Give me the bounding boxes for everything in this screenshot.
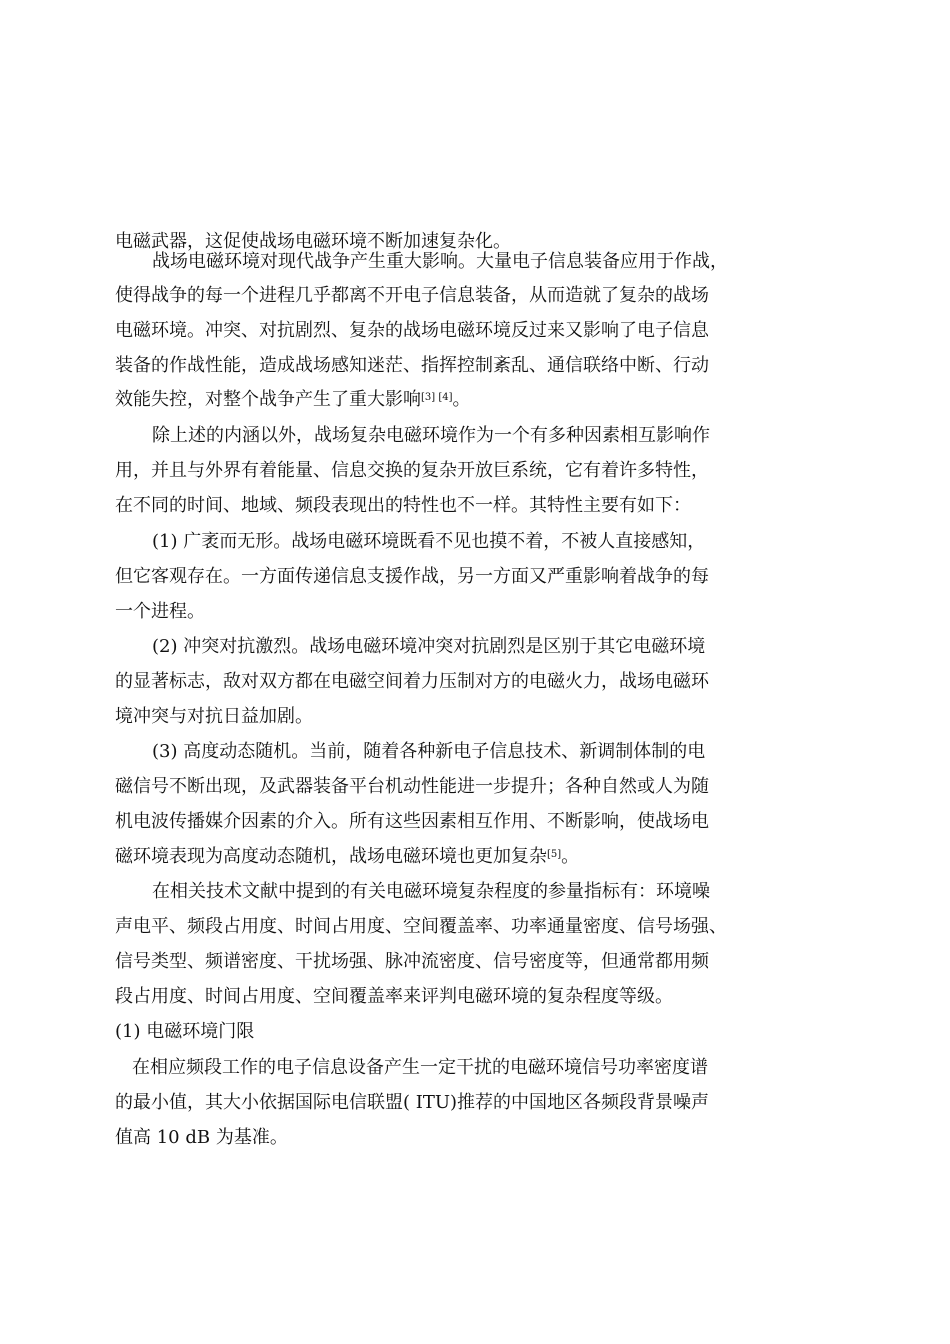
text-line <box>115 705 313 729</box>
text-line <box>152 250 728 274</box>
text-line <box>115 459 709 483</box>
text-span: (2) 冲突对抗激烈。战场电磁环境冲突对抗剧烈是区别于其它电磁环境 <box>152 636 706 657</box>
text-span: 效能失控，对整个战争产生了重大影响 <box>115 389 421 410</box>
text-line <box>152 530 705 554</box>
text-span: 声电平、频段占用度、时间占用度、空间覆盖率、功率通量密度、信号场强、 <box>115 916 727 937</box>
text-span: 战场电磁环境对现代战争产生重大影响。大量电子信息装备应用于作战， <box>152 251 728 272</box>
text-span: 值高 10 dB 为基准。 <box>115 1127 288 1148</box>
text-span: 用，并且与外界有着能量、信息交换的复杂开放巨系统，它有着许多特性， <box>115 460 709 481</box>
text-line <box>152 424 710 448</box>
text-span: (1) 电磁环境门限 <box>115 1021 255 1042</box>
text-line <box>115 1126 288 1150</box>
text-span: 磁信号不断出现，及武器装备平台机动性能进一步提升；各种自然或人为随 <box>115 776 709 797</box>
text-span: 一个进程。 <box>115 601 205 622</box>
citation-superscript: [4] <box>435 392 453 403</box>
text-span: 在相关技术文献中提到的有关电磁环境复杂程度的参量指标有：环境噪 <box>152 881 710 902</box>
text-span: 除上述的内涵以外，战场复杂电磁环境作为一个有多种因素相互影响作 <box>152 425 710 446</box>
citation-superscript: [3] <box>421 392 436 403</box>
text-span: 境冲突与对抗日益加剧。 <box>115 706 313 727</box>
text-line <box>115 915 727 939</box>
text-line <box>152 880 710 904</box>
text-span: 磁环境表现为高度动态随机，战场电磁环境也更加复杂 <box>115 846 547 867</box>
text-span: 装备的作战性能，造成战场感知迷茫、指挥控制紊乱、通信联络中断、行动 <box>115 355 709 376</box>
text-line <box>115 565 709 589</box>
text-line <box>152 635 705 659</box>
text-line <box>115 1091 709 1115</box>
text-span: 电磁武器，这促使战场电磁环境不断加速复杂化。 <box>115 231 511 252</box>
text-span: 段占用度、时间占用度、空间覆盖率来评判电磁环境的复杂程度等级。 <box>115 986 673 1007</box>
text-span: 信号类型、频谱密度、干扰场强、脉冲流密度、信号密度等，但通常都用频 <box>115 951 709 972</box>
text-line <box>115 775 709 799</box>
text-span: (3) 高度动态随机。当前，随着各种新电子信息技术、新调制体制的电 <box>152 741 706 762</box>
text-line <box>115 810 709 834</box>
text-span: 。 <box>561 846 580 867</box>
text-line <box>115 1020 254 1044</box>
citation-superscript: [5] <box>547 849 562 860</box>
text-line <box>115 845 579 869</box>
text-span: 的显著标志，敌对双方都在电磁空间着力压制对方的电磁火力，战场电磁环 <box>115 671 709 692</box>
text-line <box>115 600 205 624</box>
text-span: 。 <box>452 389 471 410</box>
text-line <box>115 985 673 1009</box>
text-line <box>132 1056 708 1080</box>
text-span: 使得战争的每一个进程几乎都离不开电子信息装备，从而造就了复杂的战场 <box>115 285 709 306</box>
text-span: 在相应频段工作的电子信息设备产生一定干扰的电磁环境信号功率密度谱 <box>132 1057 708 1078</box>
text-line <box>115 670 709 694</box>
text-line <box>115 284 709 308</box>
text-span: 在不同的时间、地域、频段表现出的特性也不一样。其特性主要有如下： <box>115 495 691 516</box>
text-line <box>115 388 471 412</box>
text-line <box>115 950 709 974</box>
text-line <box>152 740 705 764</box>
text-line <box>115 319 709 343</box>
text-span: 机电波传播媒介因素的介入。所有这些因素相互作用、不断影响，使战场电 <box>115 811 709 832</box>
text-span: 但它客观存在。一方面传递信息支援作战，另一方面又严重影响着战争的每 <box>115 566 709 587</box>
text-span: 电磁环境。冲突、对抗剧烈、复杂的战场电磁环境反过来又影响了电子信息 <box>115 320 709 341</box>
text-line <box>115 494 691 518</box>
text-span: (1) 广袤而无形。战场电磁环境既看不见也摸不着，不被人直接感知， <box>152 531 706 552</box>
text-span: 的最小值，其大小依据国际电信联盟( ITU)推荐的中国地区各频段背景噪声 <box>115 1092 710 1113</box>
text-line <box>115 354 709 378</box>
